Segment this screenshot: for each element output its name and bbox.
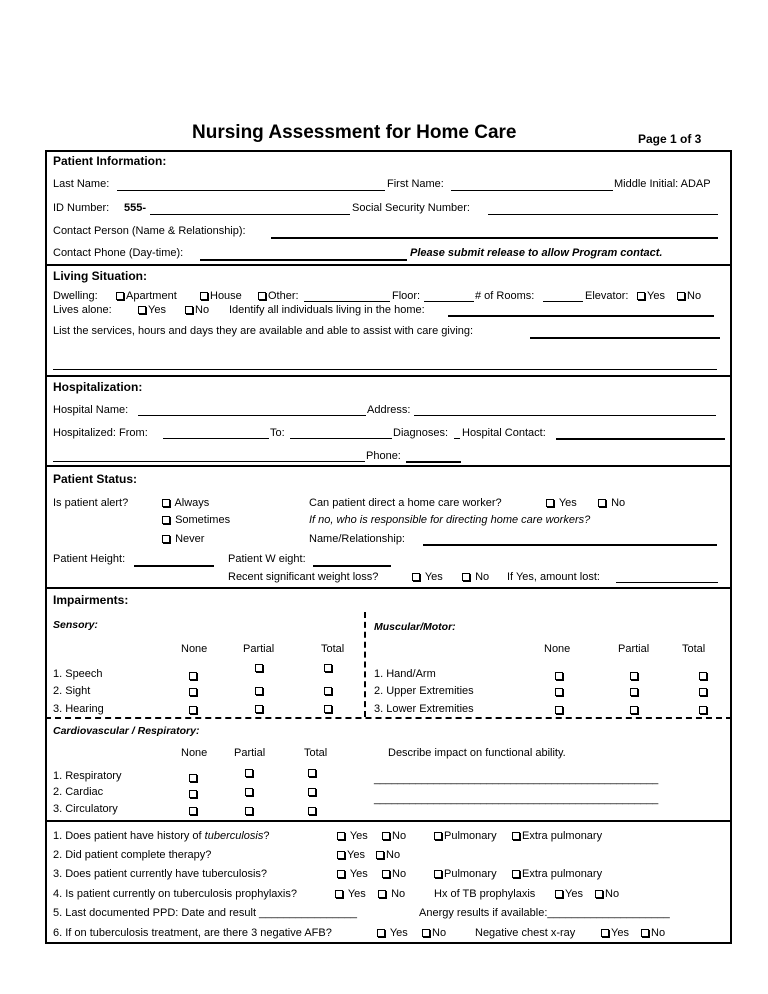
hospital-contact-field[interactable] xyxy=(556,438,725,440)
tb-prophylaxis-label: Hx of TB prophylaxis xyxy=(434,888,536,900)
checkbox-icon xyxy=(699,672,707,680)
identify-field[interactable] xyxy=(448,315,714,317)
lower-partial[interactable] xyxy=(630,704,640,716)
checkbox-icon xyxy=(337,851,345,859)
checkbox-icon xyxy=(512,870,520,878)
tb4-hx-yes[interactable]: Yes xyxy=(555,888,583,900)
col-partial: Partial xyxy=(243,643,275,655)
page-title: Nursing Assessment for Home Care xyxy=(192,122,517,143)
address-field[interactable] xyxy=(414,415,716,416)
col-partial: Partial xyxy=(234,747,266,759)
sight-partial[interactable] xyxy=(255,685,265,697)
tb-question-4: 4. Is patient currently on tuberculosis prophylaxis? xyxy=(53,888,297,900)
tb6-no[interactable]: No xyxy=(422,927,446,939)
checkbox-icon xyxy=(382,870,390,878)
circulatory-total[interactable] xyxy=(308,805,318,817)
cardio-item: 3. Circulatory xyxy=(53,803,118,815)
section-living-situation: Living Situation: xyxy=(53,269,147,283)
checkbox-icon xyxy=(601,929,609,937)
checkbox-icon xyxy=(382,832,390,840)
sensory-item: 2. Sight xyxy=(53,685,91,697)
circulatory-none[interactable] xyxy=(189,805,199,817)
tb6-xray-no[interactable]: No xyxy=(641,927,665,939)
checkbox-icon xyxy=(337,870,345,878)
checkbox-icon xyxy=(630,688,638,696)
lower-none[interactable] xyxy=(555,704,565,716)
checkbox-icon xyxy=(595,890,603,898)
checkbox-icon xyxy=(378,890,386,898)
to-date-field[interactable] xyxy=(290,438,392,439)
checkbox-icon xyxy=(630,672,638,680)
checkbox-icon xyxy=(162,516,170,524)
house-option[interactable]: House xyxy=(200,290,242,302)
last-name-label: Last Name: xyxy=(53,178,110,190)
checkbox-icon xyxy=(189,790,197,798)
release-note: Please submit release to allow Program contact. xyxy=(410,247,663,259)
contact-person-field[interactable] xyxy=(271,237,718,239)
section-patient-information: Patient Information: xyxy=(53,154,167,168)
sensory-item: 1. Speech xyxy=(53,668,103,680)
height-field[interactable] xyxy=(134,565,214,567)
checkbox-icon xyxy=(555,890,563,898)
checkbox-icon xyxy=(376,851,384,859)
checkbox-icon xyxy=(185,306,193,314)
other-field[interactable] xyxy=(304,301,390,302)
hand-partial[interactable] xyxy=(630,670,640,682)
checkbox-icon xyxy=(555,672,563,680)
hearing-partial[interactable] xyxy=(255,703,265,715)
upper-partial[interactable] xyxy=(630,686,640,698)
tb-question-6: 6. If on tuberculosis treatment, are there 3 negative AFB? xyxy=(53,927,332,939)
alert-sometimes[interactable]: Sometimes xyxy=(162,514,230,526)
rooms-field[interactable] xyxy=(543,301,583,302)
rooms-label: # of Rooms: xyxy=(475,290,535,302)
checkbox-icon xyxy=(162,535,170,543)
address-label: Address: xyxy=(367,404,411,416)
elevator-label: Elevator: xyxy=(585,290,629,302)
checkbox-icon xyxy=(162,499,170,507)
tb1-pulmonary[interactable]: Pulmonary xyxy=(434,830,497,842)
from-date-field[interactable] xyxy=(163,438,269,439)
diagnoses-label: Diagnoses: xyxy=(393,427,449,439)
services-field[interactable] xyxy=(530,337,720,339)
hospital-name-field[interactable] xyxy=(138,415,366,416)
last-name-field[interactable] xyxy=(117,190,385,191)
col-none: None xyxy=(181,643,208,655)
checkbox-icon xyxy=(308,769,316,777)
describe-field[interactable]: ________________________________________________ xyxy=(374,773,659,785)
divider xyxy=(45,820,732,822)
col-none: None xyxy=(544,643,571,655)
elevator-yes[interactable]: Yes xyxy=(637,290,665,302)
checkbox-icon xyxy=(462,573,470,581)
floor-field[interactable] xyxy=(424,301,474,302)
cardio-item: 2. Cardiac xyxy=(53,786,104,798)
col-total: Total xyxy=(682,643,706,655)
checkbox-icon xyxy=(434,832,442,840)
tb3-yes[interactable]: Yes xyxy=(337,868,368,880)
direct-question: Can patient direct a home care worker? xyxy=(309,497,502,509)
checkbox-icon xyxy=(637,292,645,300)
tb-question-3: 3. Does patient currently have tuberculosis? xyxy=(53,868,268,880)
checkbox-icon xyxy=(598,499,606,507)
checkbox-icon xyxy=(641,929,649,937)
checkbox-icon xyxy=(189,807,197,815)
tb-question-1: 1. Does patient have history of tuberculosis? xyxy=(53,830,270,842)
section-patient-status: Patient Status: xyxy=(53,472,138,486)
other-option[interactable]: Other: xyxy=(258,290,299,302)
phone-field[interactable] xyxy=(406,461,461,463)
checkbox-icon xyxy=(258,292,266,300)
tb4-yes[interactable]: Yes xyxy=(335,888,366,900)
cardiac-partial[interactable] xyxy=(245,786,255,798)
checkbox-icon xyxy=(138,306,146,314)
tb6-xray-yes[interactable]: Yes xyxy=(601,927,629,939)
contact-phone-field[interactable] xyxy=(200,259,407,261)
checkbox-icon xyxy=(546,499,554,507)
if-no-question: If no, who is responsible for directing home care workers? xyxy=(309,514,591,526)
checkbox-icon xyxy=(116,292,124,300)
lives-alone-label: Lives alone: xyxy=(53,304,112,316)
id-number-label: ID Number: xyxy=(53,202,110,214)
services-label: List the services, hours and days they are available and able to assist with care giving: xyxy=(53,325,474,337)
checkbox-icon xyxy=(189,672,197,680)
upper-none[interactable] xyxy=(555,686,565,698)
weight-field[interactable] xyxy=(313,565,391,567)
tb4-no[interactable]: No xyxy=(378,888,405,900)
alert-question: Is patient alert? xyxy=(53,497,129,509)
checkbox-icon xyxy=(555,706,563,714)
checkbox-icon xyxy=(189,706,197,714)
tb2-yes[interactable]: Yes xyxy=(337,849,365,861)
hearing-none[interactable] xyxy=(189,704,199,716)
to-label: To: xyxy=(270,427,285,439)
describe-label: Describe impact on functional ability. xyxy=(388,747,566,759)
divider xyxy=(45,587,732,589)
checkbox-icon xyxy=(677,292,685,300)
divider xyxy=(45,465,732,467)
col-partial: Partial xyxy=(618,643,650,655)
checkbox-icon xyxy=(255,687,263,695)
checkbox-icon xyxy=(555,688,563,696)
checkbox-icon xyxy=(412,573,420,581)
col-total: Total xyxy=(304,747,328,759)
name-relationship-label: Name/Relationship: xyxy=(309,533,405,545)
speech-none[interactable] xyxy=(189,670,199,682)
alert-always[interactable]: Always xyxy=(162,497,209,509)
checkbox-icon xyxy=(377,929,385,937)
muscular-item: 1. Hand/Arm xyxy=(374,668,436,680)
id-prefix: 555- xyxy=(124,202,147,214)
dashed-divider xyxy=(45,717,732,719)
checkbox-icon xyxy=(699,706,707,714)
page-number: Page 1 of 3 xyxy=(638,132,702,146)
tb-question-2: 2. Did patient complete therapy? xyxy=(53,849,212,861)
hand-total[interactable] xyxy=(699,670,709,682)
checkbox-icon xyxy=(512,832,520,840)
hearing-total[interactable] xyxy=(324,703,334,715)
tb1-yes[interactable]: Yes xyxy=(337,830,368,842)
tb1-extra-pulmonary[interactable]: Extra pulmonary xyxy=(512,830,602,842)
lower-total[interactable] xyxy=(699,704,709,716)
first-name-field[interactable] xyxy=(451,190,613,191)
direct-yes[interactable]: Yes xyxy=(546,497,577,509)
weight-loss-no[interactable]: No xyxy=(462,571,489,583)
speech-partial[interactable] xyxy=(255,662,265,674)
weight-loss-question: Recent significant weight loss? xyxy=(228,571,379,583)
hand-none[interactable] xyxy=(555,670,565,682)
tb3-no[interactable]: No xyxy=(382,868,406,880)
respiratory-none[interactable] xyxy=(189,772,199,784)
identify-label: Identify all individuals living in the home: xyxy=(229,304,425,316)
tb6-yes[interactable]: Yes xyxy=(377,927,408,939)
sight-total[interactable] xyxy=(324,685,334,697)
name-relationship-field[interactable] xyxy=(423,544,717,546)
tb1-no[interactable]: No xyxy=(382,830,406,842)
weight-label: Patient W eight: xyxy=(228,553,306,565)
section-impairments: Impairments: xyxy=(53,593,129,607)
checkbox-icon xyxy=(255,664,263,672)
checkbox-icon xyxy=(434,870,442,878)
checkbox-icon xyxy=(308,788,316,796)
section-hospitalization: Hospitalization: xyxy=(53,380,143,394)
divider xyxy=(45,264,732,266)
hospital-name-label: Hospital Name: xyxy=(53,404,129,416)
checkbox-icon xyxy=(324,664,332,672)
dwelling-label: Dwelling: xyxy=(53,290,98,302)
contact-phone-label: Contact Phone (Day-time): xyxy=(53,247,184,259)
checkbox-icon xyxy=(324,687,332,695)
ssn-field[interactable] xyxy=(488,214,718,215)
hospitalized-from-label: Hospitalized: From: xyxy=(53,427,148,439)
col-total: Total xyxy=(321,643,345,655)
checkbox-icon xyxy=(245,788,253,796)
divider xyxy=(45,375,732,377)
respiratory-total[interactable] xyxy=(308,767,318,779)
checkbox-icon xyxy=(200,292,208,300)
amount-lost-label: If Yes, amount lost: xyxy=(507,571,600,583)
checkbox-icon xyxy=(699,688,707,696)
tb-question-5: 5. Last documented PPD: Date and result ________________ xyxy=(53,907,357,919)
contact-person-label: Contact Person (Name & Relationship): xyxy=(53,225,246,237)
upper-total[interactable] xyxy=(699,686,709,698)
tb2-no[interactable]: No xyxy=(376,849,400,861)
cardio-item: 1. Respiratory xyxy=(53,770,122,782)
checkbox-icon xyxy=(335,890,343,898)
checkbox-icon xyxy=(189,688,197,696)
checkbox-icon xyxy=(422,929,430,937)
alert-never[interactable]: Never xyxy=(162,533,204,545)
id-number-field[interactable] xyxy=(150,214,350,215)
checkbox-icon xyxy=(255,705,263,713)
lives-alone-no[interactable]: No xyxy=(185,304,209,316)
hospital-contact-label: Hospital Contact: xyxy=(462,427,546,439)
checkbox-icon xyxy=(245,769,253,777)
weight-loss-yes[interactable]: Yes xyxy=(412,571,443,583)
height-label: Patient Height: xyxy=(53,553,126,565)
cardiac-none[interactable] xyxy=(189,788,199,800)
apartment-option[interactable]: Apartment xyxy=(116,290,177,302)
tb3-pulmonary[interactable]: Pulmonary xyxy=(434,868,497,880)
checkbox-icon xyxy=(308,807,316,815)
hospital-contact-line-2[interactable] xyxy=(53,461,365,462)
phone-label: Phone: xyxy=(366,450,401,462)
describe-field[interactable]: ________________________________________________ xyxy=(374,793,659,805)
diagnoses-field[interactable] xyxy=(454,438,460,439)
ssn-label: Social Security Number: xyxy=(352,202,470,214)
dashed-divider xyxy=(364,612,366,717)
direct-no[interactable]: No xyxy=(598,497,625,509)
sensory-heading: Sensory: xyxy=(53,619,98,631)
checkbox-icon xyxy=(245,807,253,815)
muscular-item: 3. Lower Extremities xyxy=(374,703,474,715)
middle-initial-label: Middle Initial: ADAP xyxy=(614,178,711,190)
services-field-line-2[interactable] xyxy=(53,369,717,370)
cardiac-total[interactable] xyxy=(308,786,318,798)
first-name-label: First Name: xyxy=(387,178,444,190)
checkbox-icon xyxy=(189,774,197,782)
cardio-heading: Cardiovascular / Respiratory: xyxy=(53,725,200,737)
speech-total[interactable] xyxy=(324,662,334,674)
sight-none[interactable] xyxy=(189,686,199,698)
checkbox-icon xyxy=(324,705,332,713)
chest-xray-label: Negative chest x-ray xyxy=(475,927,576,939)
checkbox-icon xyxy=(630,706,638,714)
amount-lost-field[interactable] xyxy=(616,582,718,583)
anergy-results: Anergy results if available:____________________ xyxy=(419,907,670,919)
form-frame xyxy=(45,150,732,944)
respiratory-partial[interactable] xyxy=(245,767,255,779)
sensory-item: 3. Hearing xyxy=(53,703,104,715)
circulatory-partial[interactable] xyxy=(245,805,255,817)
tb4-hx-no[interactable]: No xyxy=(595,888,619,900)
muscular-item: 2. Upper Extremities xyxy=(374,685,474,697)
floor-label: Floor: xyxy=(392,290,421,302)
tb3-extra-pulmonary[interactable]: Extra pulmonary xyxy=(512,868,602,880)
muscular-heading: Muscular/Motor: xyxy=(374,621,456,633)
lives-alone-yes[interactable]: Yes xyxy=(138,304,166,316)
elevator-no[interactable]: No xyxy=(677,290,701,302)
checkbox-icon xyxy=(337,832,345,840)
col-none: None xyxy=(181,747,208,759)
